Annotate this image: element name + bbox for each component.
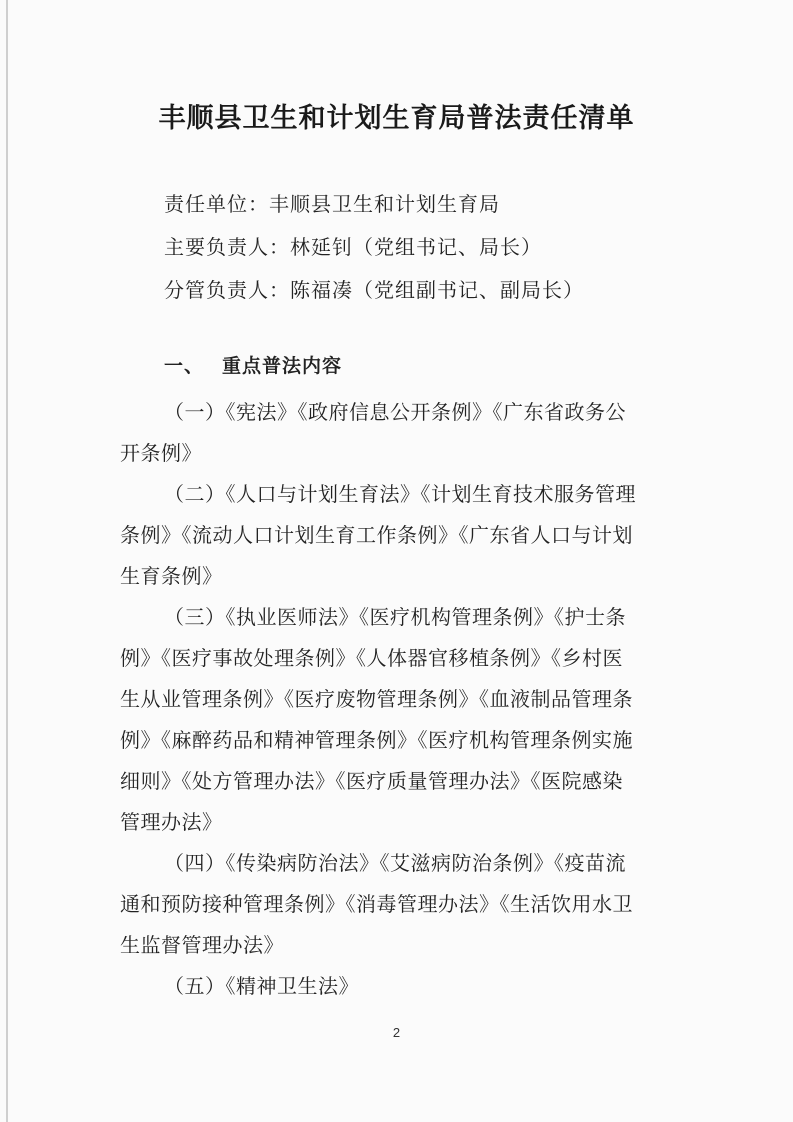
paragraph-line: 通和预防接种管理条例》《消毒管理办法》《生活饮用水卫 [120, 892, 633, 916]
document-title: 丰顺县卫生和计划生育局普法责任清单 [158, 103, 635, 134]
responsibility-info [164, 183, 584, 312]
page-number: 2 [392, 1025, 401, 1040]
paragraph-line: 细则》《处方管理办法》《医疗质量管理办法》《医院感染 [120, 769, 623, 793]
main-responsible-person: 主要负责人：林延钊（党组书记、局长） [164, 235, 542, 259]
deputy-responsible-person: 分管负责人：陈福凑（党组副书记、副局长） [164, 278, 584, 302]
paragraph-line: （一）《宪法》《政府信息公开条例》《广东省政务公 [164, 400, 626, 424]
scan-edge-line [6, 0, 8, 1122]
paragraph-line: （五）《精神卫生法》 [164, 974, 359, 998]
document-body [120, 392, 660, 1007]
paragraph-line: 管理办法》 [120, 810, 223, 834]
law-paragraph [120, 597, 660, 843]
law-paragraph [120, 392, 660, 474]
section-title: 重点普法内容 [222, 355, 343, 377]
paragraph-line: 生从业管理条例》《医疗废物管理条例》《血液制品管理条 [120, 687, 633, 711]
section-number: 一、 [164, 355, 205, 377]
responsible-unit: 责任单位：丰顺县卫生和计划生育局 [164, 192, 500, 216]
law-paragraph [120, 843, 660, 966]
law-paragraph [120, 966, 660, 1007]
paragraph-line: 例》《麻醉药品和精神管理条例》《医疗机构管理条例实施 [120, 728, 633, 752]
paragraph-line: 开条例》 [120, 441, 202, 465]
paragraph-line: （三）《执业医师法》《医疗机构管理条例》《护士条 [164, 605, 626, 629]
section-heading [164, 351, 342, 378]
paragraph-line: 例》《医疗事故处理条例》《人体器官移植条例》《乡村医 [120, 646, 623, 670]
paragraph-line: 生监督管理办法》 [120, 933, 284, 957]
paragraph-line: （四）《传染病防治法》《艾滋病防治条例》《疫苗流 [164, 851, 626, 875]
paragraph-line: 生育条例》 [120, 564, 223, 588]
paragraph-line: （二）《人口与计划生育法》《计划生育技术服务管理 [164, 482, 636, 506]
paragraph-line: 条例》《流动人口计划生育工作条例》《广东省人口与计划 [120, 523, 633, 547]
law-paragraph [120, 474, 660, 597]
